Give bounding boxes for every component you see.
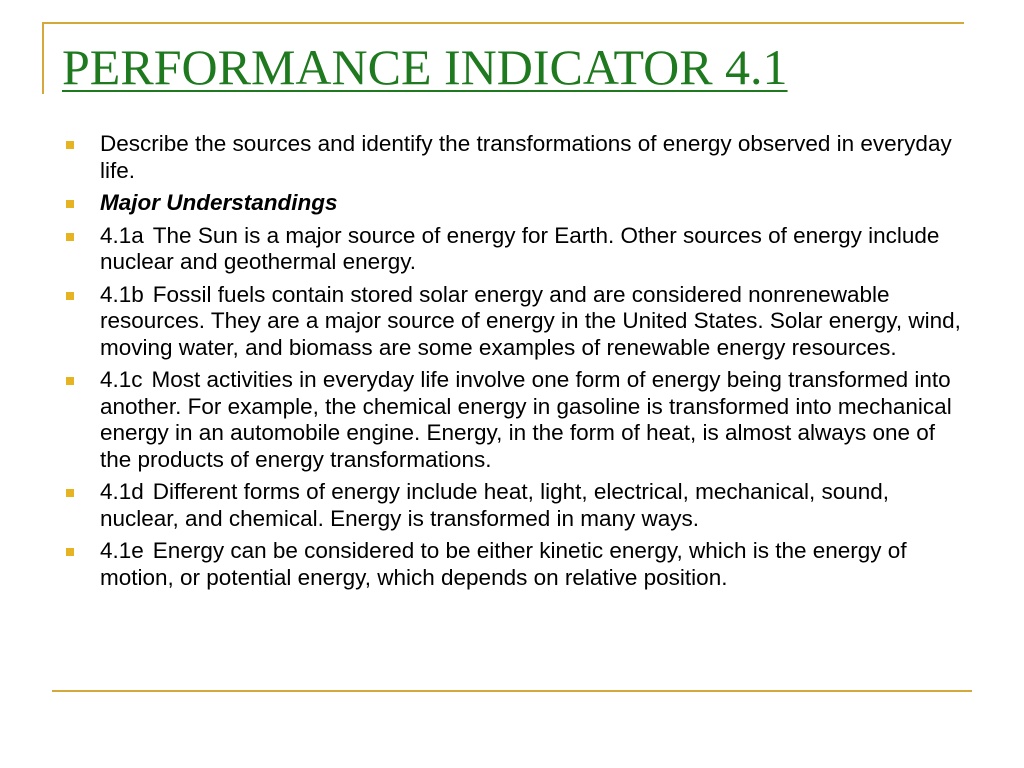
square-bullet-icon: [66, 141, 74, 149]
bullet-list: [66, 131, 966, 597]
bullet-item: [66, 282, 966, 362]
bullet-item: [66, 538, 966, 591]
square-bullet-icon: [66, 548, 74, 556]
indicator-code: 4.1e: [100, 538, 144, 563]
bullet-item: [66, 367, 966, 473]
bullet-text: Energy can be considered to be either kinetic energy, which is the energy of motion, or potential energy, which depends on relative position.: [100, 538, 907, 590]
slide-title: PERFORMANCE INDICATOR 4.1: [62, 39, 788, 95]
indicator-code: 4.1c: [100, 367, 143, 392]
square-bullet-icon: [66, 489, 74, 497]
bullet-text: Describe the sources and identify the transformations of energy observed in everyday life.: [100, 131, 952, 183]
square-bullet-icon: [66, 377, 74, 385]
section-heading: Major Understandings: [100, 190, 338, 215]
bullet-item: [66, 479, 966, 532]
square-bullet-icon: [66, 292, 74, 300]
frame-left-line: [42, 22, 44, 94]
square-bullet-icon: [66, 200, 74, 208]
square-bullet-icon: [66, 233, 74, 241]
frame-bottom-line: [52, 690, 972, 692]
bullet-item: [66, 223, 966, 276]
indicator-code: 4.1b: [100, 281, 144, 307]
bullet-text: Most activities in everyday life involve one form of energy being transformed into another. For example, the chemical energy in gasoline is transformed into mechanical energy in an automobile engine. Energy, in the form of heat, is almost always one of the products of energy transformations.: [100, 367, 952, 472]
bullet-text: Different forms of energy include heat, light, electrical, mechanical, sound, nuclear, and chemical. Energy is transformed in many ways.: [100, 479, 890, 531]
bullet-text: The Sun is a major source of energy for Earth. Other sources of energy include nuclear and geothermal energy.: [100, 222, 940, 274]
indicator-code: 4.1a: [100, 222, 144, 248]
bullet-item: [66, 190, 966, 217]
bullet-item: [66, 131, 966, 184]
bullet-text: Fossil fuels contain stored solar energy and are considered nonrenewable resources. They are a major source of energy in the United States. Solar energy, wind, moving water, and biomass are some examples of renewable energy resources.: [100, 281, 961, 360]
frame-top-line: [42, 22, 964, 24]
indicator-code: 4.1d: [100, 479, 144, 504]
